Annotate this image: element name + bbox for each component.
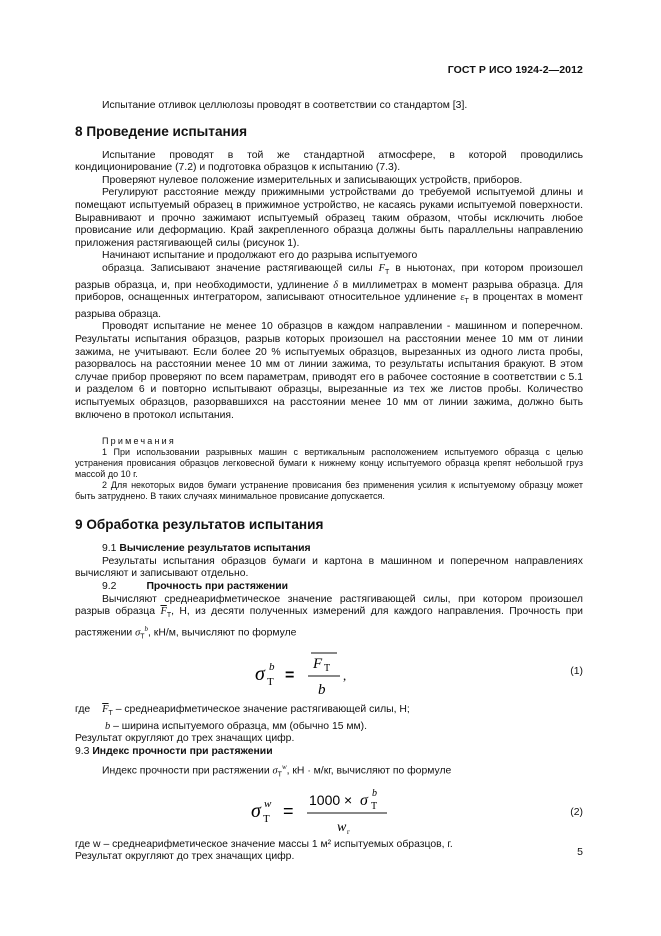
svg-text:,: , xyxy=(343,668,347,683)
s93-text: Индекс прочности при растяжении $\sigma_T^w$, кН · м/кг, вычисляют по формуле xyxy=(102,763,452,779)
s8-paragraph-1: Испытание проводят в той же стандартной атмосфере, в которой проводились кондиционирование (7.2) и подготовка образцов к испытанию (7.3). xyxy=(75,149,583,174)
s8-paragraph-4: Начинают испытание и продолжают его до разрыва испытуемого xyxy=(102,250,418,262)
s91-text: Результаты испытания образцов бумаги и картона в машинном и поперечном направлениях вычисляют и записывают отдельно. xyxy=(75,555,583,580)
s8-paragraph-5: образца. Записывают значение растягивающей силы $F_T$ в ньютонах, при котором произошел разрыв образца, и, при необходимости, удлинение δ в миллиметрах в момент разрыва образца. Для приборов, оснащенных интегратором, записывают относительное удлинение $\varepsilon_T$ в процентах в момент разрыва образца. xyxy=(75,262,583,320)
svg-text:b: b xyxy=(372,787,377,799)
formula-2 xyxy=(75,787,583,837)
formula-1-graphic xyxy=(245,648,445,702)
svg-text:F: F xyxy=(313,656,323,672)
svg-text:σ: σ xyxy=(360,791,368,809)
section-8-heading: 8 Проведение испытания xyxy=(75,123,247,139)
standard-header: ГОСТ Р ИСО 1924-2—2012 xyxy=(447,64,583,76)
s8-paragraph-6: Проводят испытание не менее 10 образцов в каждом направлении - машинном и поперечном. Результаты испытания образцов, разрыв которых произошел на расстоянии менее 10 мм от линии зажима, не учитывают. Если более 20 % испытуемых образцов, вырезанных из одного листа пробы, разорвалось на расстоянии менее 10 мм от линии зажима, то результаты испытания бракуют. В этом случае прибор проверяют по всем параметрам, приводят его в рабочее состояние в соответствии с 5.1 и разделом 6 и повторно испытывают образцы, вырезанные из тех же листов пробы. Количество испытуемых образцов, разорвавшихся на расстоянии менее 10 мм от линии зажима, должно быть включено в протокол испытания. xyxy=(75,321,583,421)
where-2: b – ширина испытуемого образца, мм (обычно 15 мм). xyxy=(105,720,368,732)
svg-text:w: w xyxy=(337,819,347,835)
page-number: 5 xyxy=(577,846,583,858)
force-symbol: F xyxy=(378,262,386,274)
section-9-heading: 9 Обработка результатов испытания xyxy=(75,517,324,533)
where-1: где $\overline{F}_T$ – среднеарифметическое значение растягивающей силы, Н; xyxy=(75,704,410,718)
formula-2-graphic xyxy=(245,787,485,837)
svg-text:b: b xyxy=(269,661,275,673)
svg-text:b: b xyxy=(318,682,326,698)
svg-text:σ: σ xyxy=(251,799,261,822)
tensile-index-symbol: σ xyxy=(272,765,278,777)
s8-paragraph-2: Проверяют нулевое положение измерительных и записывающих устройств, приборов. xyxy=(102,174,523,186)
svg-text:=: = xyxy=(283,800,294,821)
elongation-symbol: δ xyxy=(333,279,339,291)
note-1: 1 При использовании разрывных машин с вертикальным расположением испытуемого образца с целью устранения провисания образцов легковесной бумаги к нижнему концу испытуемого образца крепят небольшой груз массой до 10 г. xyxy=(75,447,583,480)
notes-heading: Примечания xyxy=(102,436,176,447)
rounding-note-2: Результат округляют до трех значащих цифр. xyxy=(75,851,295,863)
mean-force-symbol: $\overline{F}$ xyxy=(160,606,167,618)
rounding-note-1: Результат округляют до трех значащих цифр. xyxy=(75,733,295,745)
tensile-strength-symbol: σ xyxy=(135,627,141,639)
formula-2-number: (2) xyxy=(570,806,583,818)
subsection-9-1: 9.1 Вычисление результатов испытания xyxy=(102,543,311,555)
svg-text:T: T xyxy=(267,676,274,688)
s92-text: Вычисляют среднеарифметическое значение растягивающей силы, при котором произошел разрыв образца $\overline{F}_T$, Н, из десяти полученных измерений для каждого направления. Прочность при растяжении $\sigma_T^b$, кН/м, вычисляют по формуле xyxy=(75,593,583,641)
svg-text:σ: σ xyxy=(255,663,265,685)
where-3: где w – среднеарифметическое значение массы 1 м² испытуемых образцов, г. xyxy=(75,838,453,850)
strain-symbol: ε xyxy=(460,292,465,304)
document-body xyxy=(75,100,583,864)
s8-paragraph-3: Регулируют расстояние между прижимными устройствами до требуемой испытуемой длины и помещают испытуемый образец в прижимное устройство, не касаясь руками испытуемой поверхности. Выравнивают и прочно зажимают испытуемый образец таким образом, чтобы исключить любое провисание или деформацию. Край закрепленного образца должны быть параллельны направлению приложения растягивающей силы (рисунок 1). xyxy=(75,187,583,249)
svg-text:1000 ×: 1000 × xyxy=(309,791,353,808)
subsection-9-3: 9.3 Индекс прочности при растяжении xyxy=(75,745,273,757)
svg-text:w: w xyxy=(264,797,272,810)
subsection-9-2: 9.2 Прочность при растяжении xyxy=(102,581,289,592)
formula-1-number: (1) xyxy=(570,666,583,677)
formula-1 xyxy=(75,648,583,702)
intro-paragraph: Испытание отливок целлюлозы проводят в соответствии со стандартом [3]. xyxy=(102,100,468,111)
note-2: 2 Для некоторых видов бумаги устранение провисания без применения усилия к испытуемому образцу может быть затруднено. В таких случаях минимальное провисание допускается. xyxy=(75,480,583,502)
svg-text:T: T xyxy=(371,800,378,812)
svg-text:г: г xyxy=(347,827,350,836)
svg-text:T: T xyxy=(263,812,270,825)
svg-text:T: T xyxy=(324,663,331,674)
svg-text:=: = xyxy=(285,667,295,684)
